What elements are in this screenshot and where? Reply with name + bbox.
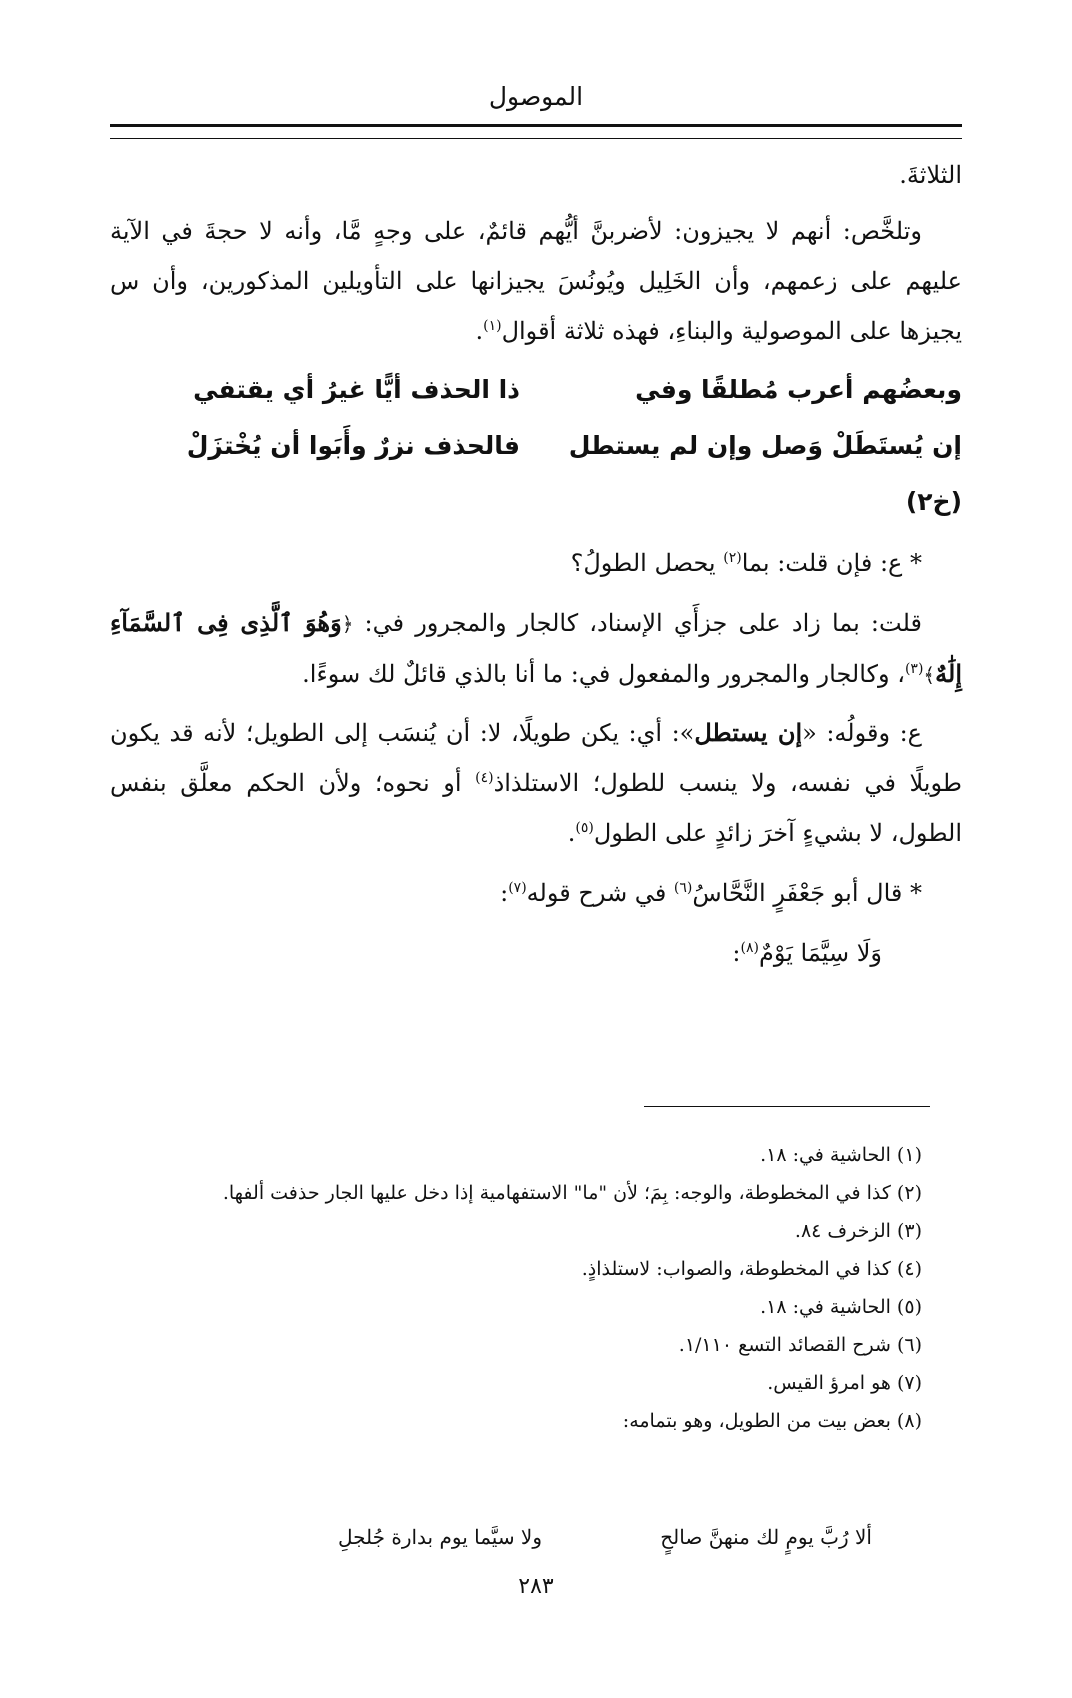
paragraph-text: قلت: بما زاد على جزأَي الإسناد، كالجار والمجرور في: xyxy=(353,609,922,637)
paragraph-text: ع: وقولُه: « xyxy=(802,719,923,747)
paragraph-text: ، وكالجار والمجرور والمفعول في: ما أنا بالذي قائلٌ لك سوءًا. xyxy=(302,660,905,688)
footnote-item: (٢) كذا في المخطوطة، والوجه: بِمَ؛ لأن "ما" الاستفهامية إذا دخل عليها الجار حذفت ألفها. xyxy=(222,1182,922,1204)
paragraph-end: : xyxy=(732,939,741,967)
footnote-ref[interactable]: (٤) xyxy=(475,770,494,786)
paragraph-text: الثلاثةَ. xyxy=(899,161,962,189)
page-number: ٢٨٣ xyxy=(518,1574,554,1599)
paragraph-commentary xyxy=(110,708,962,858)
paragraph-text: وتلخَّص: أنهم لا يجيزون: لأضربنَّ أيُّهم قائمٌ، على وجهٍ مَّا، وأنه لا حجةَ في الآية عليهم على زعمهم، وأن الخَلِيل ويُونُسَ يجيزانها على التأويلين المذكورين، وأن س يجيزها على الموصولية والبناءِ، فهذه ثلاثة أقوال xyxy=(110,217,962,345)
paragraph-question xyxy=(110,538,962,588)
paragraph-text: * ع: فإن قلت: بما xyxy=(741,549,922,577)
footnotes xyxy=(102,1136,922,1440)
paragraph-text: أو نحوه؛ ولأن الحكم معلَّق بنفس الطول، لا بشيءٍ آخرَ زائدٍ على الطول xyxy=(110,769,962,847)
paragraph-text: »: أي: يكن طويلًا، لا: أن يُنسَب إلى الطويل؛ لأنه قد يكون طويلًا في نفسه، ولا ينسب للطول؛ الاستلذاذ xyxy=(110,719,962,797)
header-rule-thin xyxy=(110,138,962,139)
paragraph-text: في شرح قوله xyxy=(526,879,674,907)
paragraph-continuation xyxy=(110,150,962,200)
footnote-item: (٣) الزخرف ٨٤. xyxy=(794,1220,922,1242)
paragraph-text: وَلَا سِيَّمَا يَوْمٌ xyxy=(758,939,882,967)
paragraph-text: يحصل الطولُ؟ xyxy=(570,549,724,577)
footnote-ref[interactable]: (٢) xyxy=(723,550,742,566)
paragraph-end: : xyxy=(500,879,509,907)
quoted-phrase: إن يستطل xyxy=(694,718,803,747)
running-header: الموصول xyxy=(488,82,584,111)
verse-hemistich-second: ذا الحذف أيًّا غيرُ أي يقتفي xyxy=(193,375,520,404)
footnote-item: (٨) بعض بيت من الطويل، وهو بتمامه: xyxy=(622,1410,922,1432)
verse-hemistich-first: إن يُستَطَلْ وَصل وإن لم يستطل xyxy=(568,431,962,460)
header-rule-thick xyxy=(110,124,962,127)
verse-hemistich-first: وبعضُهم أعرب مُطلقًا وفي xyxy=(635,375,962,404)
verse-hemistich-second: فالحذف نزرٌ وأَبَوا أن يُخْتزَلْ xyxy=(186,431,520,460)
paragraph-end: . xyxy=(567,819,576,847)
footnote-ref[interactable]: (٦) xyxy=(673,880,693,896)
footnote-ref[interactable]: (٣) xyxy=(904,661,924,677)
paragraph-citation xyxy=(110,868,962,918)
paragraph-summary xyxy=(110,206,962,356)
footnote-ref[interactable]: (٥) xyxy=(575,820,594,836)
footnote-verse-first-hemistich: ألا رُبَّ يومٍ لك منهنَّ صالحٍ xyxy=(660,1525,872,1549)
footnote-item: (١) الحاشية في: ١٨. xyxy=(760,1144,922,1166)
footnote-verse-second-hemistich: ولا سيَّما يوم بدارة جُلجلِ xyxy=(337,1525,542,1549)
quran-quote: وَهُوَ ٱلَّذِى فِى ٱلسَّمَآءِ إِلَٰهٌ xyxy=(110,608,962,688)
footnote-item: (٤) كذا في المخطوطة، والصواب: لاستلذاذٍ. xyxy=(581,1258,922,1280)
quran-close-bracket-icon: ﴾ xyxy=(923,663,936,687)
footnote-item: (٧) هو امرؤ القيس. xyxy=(767,1372,922,1394)
paragraph-quoted-verse xyxy=(110,928,882,978)
quran-open-bracket-icon: ﴿ xyxy=(341,612,354,636)
footnote-separator xyxy=(644,1106,930,1107)
footnote-ref[interactable]: (٨) xyxy=(740,940,759,956)
footnote-item: (٥) الحاشية في: ١٨. xyxy=(760,1296,922,1318)
footnote-item: (٦) شرح القصائد التسع ١/١١٠. xyxy=(678,1334,922,1356)
verse-source-tag: (خ٢) xyxy=(905,487,962,516)
paragraph-text: * قال أبو جَعْفَرٍ النَّحَّاسُ xyxy=(692,879,922,907)
footnote-ref[interactable]: (٧) xyxy=(508,880,527,896)
paragraph-answer xyxy=(110,598,962,700)
paragraph-end: . xyxy=(475,317,484,345)
footnote-ref[interactable]: (١) xyxy=(483,318,502,334)
